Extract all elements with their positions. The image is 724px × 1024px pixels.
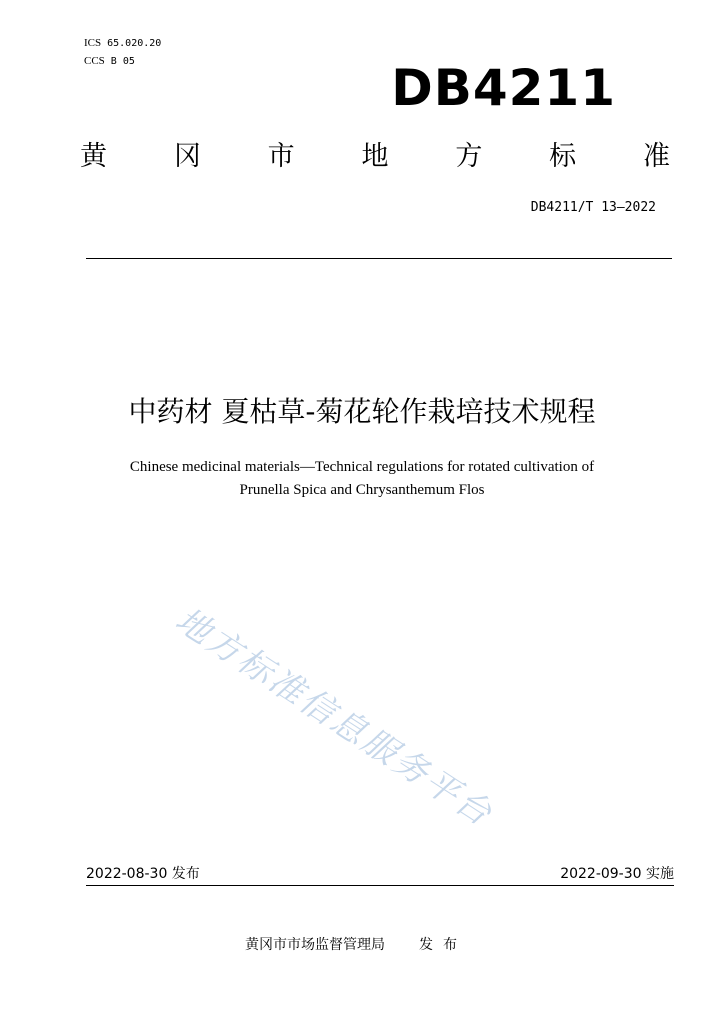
standard-type-char: 黄 [80, 141, 107, 172]
standard-type-char: 冈 [173, 141, 201, 172]
title-english-line-2: Prunella Spica and Chrysanthemum Flos [239, 482, 485, 498]
standard-type-char: 市 [267, 141, 295, 172]
ics-label: ICS [84, 37, 102, 49]
standard-code-mark: DB4211 [391, 59, 616, 117]
standard-type-char: 方 [455, 141, 483, 172]
issuer-action: 发布 [419, 937, 467, 953]
ccs-label: CCS [84, 55, 105, 67]
ics-code: 65.020.20 [107, 38, 162, 49]
ics-line [84, 37, 161, 50]
title-english-line-1: Chinese medicinal materials—Technical regulations for rotated cultivation of [129, 459, 595, 475]
title-chinese: 中药材 夏枯草-菊花轮作栽培技术规程 [128, 395, 596, 428]
standard-number: DB4211/T 13—2022 [530, 200, 656, 215]
issuer-line [245, 936, 467, 954]
publish-date: 2022-08-30 发布 [86, 866, 200, 882]
implement-date: 2022-09-30 实施 [560, 866, 674, 882]
standard-type-char: 准 [642, 141, 670, 172]
ccs-line [84, 55, 135, 68]
top-divider [86, 258, 672, 259]
standard-type-char: 标 [549, 141, 577, 172]
watermark: 地方标准信息服务平台 [168, 600, 501, 836]
bottom-divider [86, 885, 674, 886]
ccs-code: B 05 [110, 56, 135, 67]
issuer-name: 黄冈市市场监督管理局 [245, 937, 385, 953]
standard-type-heading [80, 140, 670, 174]
standard-type-char: 地 [361, 141, 389, 172]
